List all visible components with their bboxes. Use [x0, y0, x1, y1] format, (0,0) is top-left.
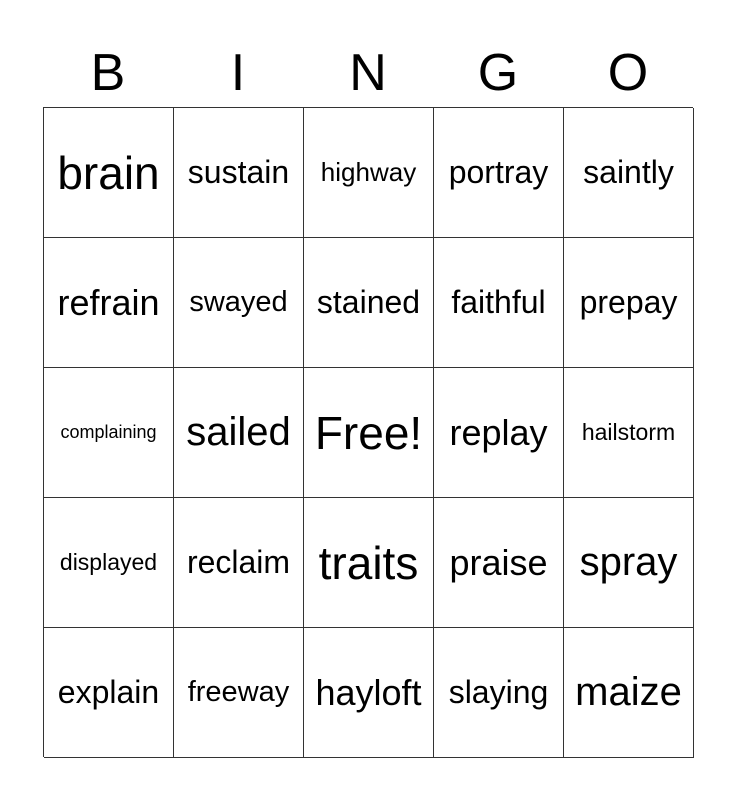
- header-letter-i: I: [230, 44, 246, 102]
- header-letter-b: B: [90, 44, 126, 102]
- bingo-cell[interactable]: faithful: [434, 238, 564, 368]
- bingo-cell[interactable]: spray: [564, 498, 694, 628]
- bingo-cell[interactable]: sustain: [174, 108, 304, 238]
- bingo-cell[interactable]: brain: [44, 108, 174, 238]
- bingo-board: [43, 107, 693, 757]
- bingo-cell[interactable]: explain: [44, 628, 174, 758]
- bingo-cell[interactable]: complaining: [44, 368, 174, 498]
- bingo-cell[interactable]: highway: [304, 108, 434, 238]
- bingo-cell[interactable]: refrain: [44, 238, 174, 368]
- bingo-cell[interactable]: traits: [304, 498, 434, 628]
- bingo-cell[interactable]: replay: [434, 368, 564, 498]
- bingo-cell[interactable]: slaying: [434, 628, 564, 758]
- header-letter-n: N: [349, 44, 387, 102]
- bingo-cell[interactable]: reclaim: [174, 498, 304, 628]
- bingo-cell[interactable]: prepay: [564, 238, 694, 368]
- header-letter-g: G: [477, 44, 519, 102]
- bingo-cell[interactable]: hayloft: [304, 628, 434, 758]
- bingo-cell[interactable]: saintly: [564, 108, 694, 238]
- bingo-cell[interactable]: swayed: [174, 238, 304, 368]
- free-space-cell[interactable]: Free!: [304, 368, 434, 498]
- header-letter-o: O: [607, 44, 649, 102]
- bingo-cell[interactable]: stained: [304, 238, 434, 368]
- bingo-cell[interactable]: hailstorm: [564, 368, 694, 498]
- bingo-header: [43, 40, 693, 106]
- bingo-cell[interactable]: displayed: [44, 498, 174, 628]
- bingo-cell[interactable]: maize: [564, 628, 694, 758]
- bingo-cell[interactable]: praise: [434, 498, 564, 628]
- bingo-cell[interactable]: freeway: [174, 628, 304, 758]
- bingo-cell[interactable]: sailed: [174, 368, 304, 498]
- bingo-cell[interactable]: portray: [434, 108, 564, 238]
